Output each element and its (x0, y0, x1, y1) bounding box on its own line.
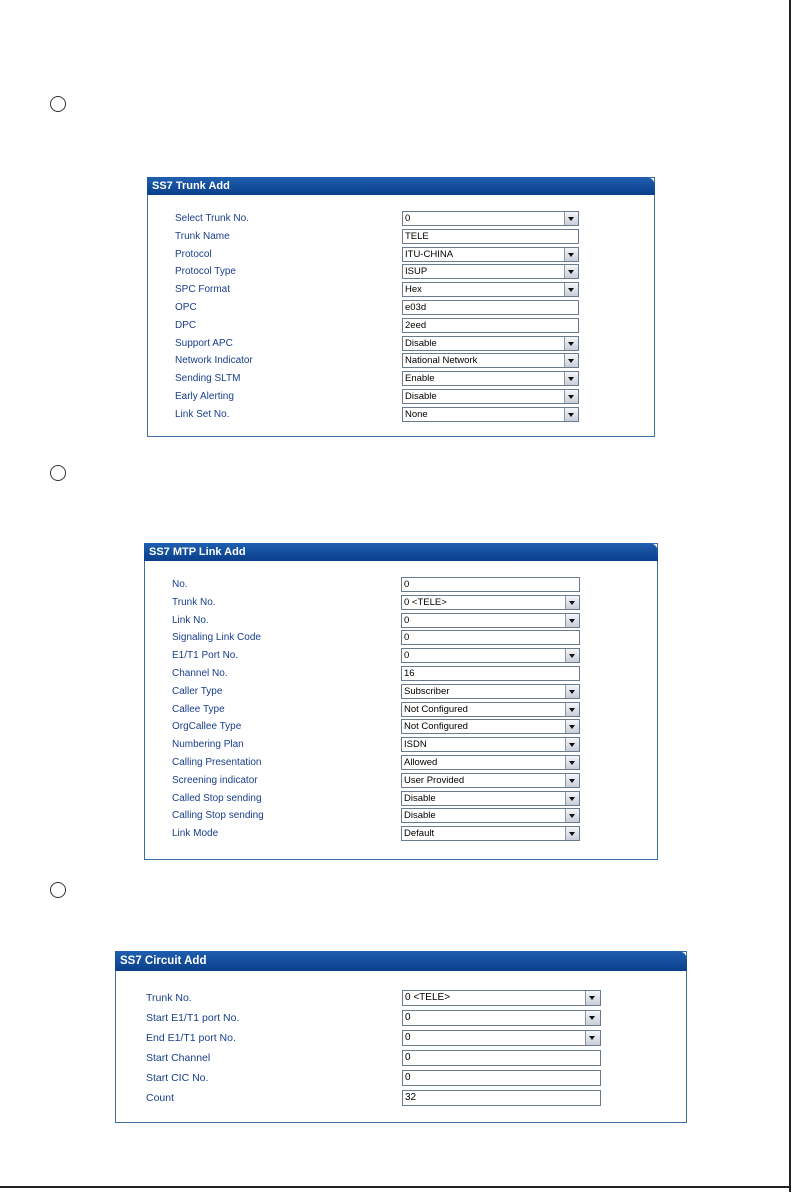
field-value: Not Configured (404, 703, 468, 715)
field-value: 0 (405, 213, 411, 224)
spc-format-label: SPC Format (175, 284, 231, 296)
field-value: Enable (405, 373, 435, 385)
dropdown-arrow-icon[interactable] (565, 685, 579, 698)
form-row (145, 737, 657, 753)
numbering-plan-select[interactable] (401, 737, 580, 752)
callee-type-label: Callee Type (172, 703, 225, 715)
field-value: 0 <TELE> (404, 596, 447, 608)
ss7-trunk-add-panel (147, 177, 655, 437)
dropdown-arrow-icon[interactable] (565, 756, 579, 769)
calling-stop-sending-label: Calling Stop sending (172, 810, 264, 822)
dropdown-arrow-icon[interactable] (565, 774, 579, 787)
start-e1-t1-port-no-label: Start E1/T1 port No. (146, 1011, 240, 1024)
dropdown-arrow-icon[interactable] (565, 738, 579, 751)
dropdown-arrow-icon[interactable] (565, 720, 579, 733)
protocol-label: Protocol (175, 248, 212, 260)
panel-title: SS7 Trunk Add (147, 177, 655, 195)
link-no-select[interactable] (401, 613, 580, 628)
panel-title: SS7 MTP Link Add (144, 543, 658, 561)
link-mode-select[interactable] (401, 826, 580, 841)
form-row (148, 407, 654, 423)
field-value: ISUP (405, 266, 428, 278)
numbering-plan-label: Numbering Plan (172, 739, 244, 751)
form-row (148, 336, 654, 352)
field-value: 0 (404, 650, 410, 662)
field-value: Disable (404, 792, 436, 804)
form-row (116, 1090, 686, 1106)
form-row (145, 808, 657, 824)
dpc-input[interactable] (402, 318, 579, 333)
form-row (148, 229, 654, 245)
form-row (116, 990, 686, 1006)
dropdown-arrow-icon[interactable] (564, 283, 578, 296)
form-row (148, 371, 654, 387)
dropdown-arrow-icon[interactable] (565, 614, 579, 627)
field-value: Disable (405, 391, 437, 402)
screening-indicator-label: Screening indicator (172, 774, 258, 786)
form-row (145, 773, 657, 789)
trunk-name-input[interactable] (402, 229, 579, 244)
field-value: Default (404, 828, 435, 840)
network-indicator-label: Network Indicator (175, 355, 253, 367)
network-indicator-select[interactable] (402, 353, 579, 368)
form-row (148, 353, 654, 369)
dpc-label: DPC (175, 319, 197, 331)
form-row (145, 648, 657, 664)
form-row (145, 702, 657, 718)
dropdown-arrow-icon[interactable] (565, 649, 579, 662)
form-row (145, 684, 657, 700)
protocol-select[interactable] (402, 247, 579, 262)
e1-t1-port-no-select[interactable] (401, 648, 580, 663)
trunk-no-select[interactable] (401, 595, 580, 610)
e1-t1-port-no-label: E1/T1 Port No. (172, 650, 239, 662)
dropdown-arrow-icon[interactable] (565, 792, 579, 805)
dropdown-arrow-icon[interactable] (565, 703, 579, 716)
end-e1-t1-port-no-select[interactable] (402, 1030, 601, 1046)
field-value: TELE (405, 230, 429, 242)
field-value: 0 (405, 1051, 411, 1063)
dropdown-arrow-icon[interactable] (564, 265, 578, 278)
field-value: e03d (405, 302, 427, 313)
dropdown-arrow-icon[interactable] (585, 991, 600, 1005)
signaling-link-code-input[interactable] (401, 630, 580, 645)
channel-no-label: Channel No. (172, 668, 228, 679)
screening-indicator-select[interactable] (401, 773, 580, 788)
form-row (148, 389, 654, 405)
field-value: ITU-CHINA (405, 248, 454, 260)
field-value: 0 (405, 1011, 411, 1023)
form-row (145, 577, 657, 593)
callee-type-select[interactable] (401, 702, 580, 717)
page-border (0, 1186, 791, 1188)
dropdown-arrow-icon[interactable] (585, 1011, 600, 1025)
support-apc-label: Support APC (175, 337, 233, 349)
select-trunk-no-select[interactable] (402, 211, 579, 226)
form-row (145, 755, 657, 771)
caller-type-select[interactable] (401, 684, 580, 699)
link-set-no-label: Link Set No. (175, 408, 230, 420)
caller-type-label: Caller Type (172, 685, 223, 697)
form-row (148, 300, 654, 316)
dropdown-arrow-icon[interactable] (564, 408, 578, 421)
link-no-label: Link No. (172, 614, 209, 626)
calling-stop-sending-select[interactable] (401, 808, 580, 823)
field-value: 16 (404, 668, 415, 679)
sending-sltm-select[interactable] (402, 371, 579, 386)
panel-title: SS7 Circuit Add (115, 951, 687, 971)
orgcallee-type-label: OrgCallee Type (172, 721, 242, 733)
form-row (145, 826, 657, 842)
field-value: 32 (405, 1091, 417, 1103)
called-stop-sending-label: Called Stop sending (172, 792, 262, 804)
form-row (116, 1010, 686, 1026)
field-value: 0 (404, 614, 410, 626)
start-e1-t1-port-no-select[interactable] (402, 1010, 601, 1026)
field-value: 0 (405, 1031, 411, 1043)
form-row (116, 1070, 686, 1086)
early-alerting-label: Early Alerting (175, 391, 234, 402)
field-value: Allowed (404, 757, 438, 768)
start-channel-input[interactable] (402, 1050, 601, 1066)
protocol-type-select[interactable] (402, 264, 579, 279)
link-mode-label: Link Mode (172, 828, 219, 840)
form-row (148, 264, 654, 280)
form-row (148, 211, 654, 227)
field-value: Not Configured (404, 721, 468, 733)
field-value: None (405, 408, 428, 420)
field-value: Subscriber (404, 685, 450, 697)
dropdown-arrow-icon[interactable] (565, 827, 579, 840)
trunk-no-label: Trunk No. (146, 992, 192, 1004)
field-value: 0 (405, 1071, 411, 1083)
dropdown-arrow-icon[interactable] (564, 354, 578, 367)
trunk-name-label: Trunk Name (175, 230, 230, 242)
trunk-no-select[interactable] (402, 990, 601, 1006)
support-apc-select[interactable] (402, 336, 579, 351)
link-set-no-select[interactable] (402, 407, 579, 422)
spc-format-select[interactable] (402, 282, 579, 297)
form-row (145, 666, 657, 682)
dropdown-arrow-icon[interactable] (564, 212, 578, 225)
signaling-link-code-label: Signaling Link Code (172, 632, 261, 644)
form-row (148, 318, 654, 334)
dropdown-arrow-icon[interactable] (565, 596, 579, 609)
count-input[interactable] (402, 1090, 601, 1106)
form-row (116, 1050, 686, 1066)
form-row (116, 1030, 686, 1046)
calling-presentation-label: Calling Presentation (172, 757, 262, 768)
field-value: 0 (404, 579, 410, 590)
opc-label: OPC (175, 302, 197, 313)
form-row (145, 630, 657, 646)
end-e1-t1-port-no-label: End E1/T1 port No. (146, 1031, 236, 1044)
field-value: 2eed (405, 319, 427, 331)
called-stop-sending-select[interactable] (401, 791, 580, 806)
sending-sltm-label: Sending SLTM (175, 373, 241, 385)
field-value: 0 <TELE> (405, 992, 451, 1003)
dropdown-arrow-icon[interactable] (564, 248, 578, 261)
form-row (145, 595, 657, 611)
start-cic-no-label: Start CIC No. (146, 1071, 209, 1084)
field-value: Hex (405, 284, 422, 296)
field-value: ISDN (404, 739, 427, 751)
trunk-no-label: Trunk No. (172, 596, 216, 608)
count-label: Count (146, 1091, 175, 1104)
step-marker-2 (50, 465, 66, 481)
dropdown-arrow-icon[interactable] (585, 1031, 600, 1045)
dropdown-arrow-icon[interactable] (564, 390, 578, 403)
opc-input[interactable] (402, 300, 579, 315)
select-trunk-no-label: Select Trunk No. (175, 213, 249, 224)
no-input[interactable] (401, 577, 580, 592)
form-row (148, 282, 654, 298)
step-marker-3 (50, 882, 66, 898)
form-row (145, 719, 657, 735)
early-alerting-select[interactable] (402, 389, 579, 404)
channel-no-input[interactable] (401, 666, 580, 681)
field-value: Disable (404, 810, 436, 822)
orgcallee-type-select[interactable] (401, 719, 580, 734)
form-row (148, 247, 654, 263)
start-channel-label: Start Channel (146, 1051, 211, 1064)
page-border (789, 0, 791, 1192)
dropdown-arrow-icon[interactable] (564, 372, 578, 385)
field-value: 0 (404, 632, 410, 644)
form-row (145, 791, 657, 807)
calling-presentation-select[interactable] (401, 755, 580, 770)
ss7-circuit-add-panel (115, 951, 687, 1123)
field-value: User Provided (404, 774, 465, 786)
start-cic-no-input[interactable] (402, 1070, 601, 1086)
ss7-mtp-link-add-panel (144, 543, 658, 860)
dropdown-arrow-icon[interactable] (565, 809, 579, 822)
no-label: No. (172, 579, 188, 590)
protocol-type-label: Protocol Type (175, 266, 236, 278)
field-value: National Network (405, 355, 478, 367)
field-value: Disable (405, 337, 437, 349)
form-row (145, 613, 657, 629)
step-marker-1 (50, 96, 66, 112)
dropdown-arrow-icon[interactable] (564, 337, 578, 350)
